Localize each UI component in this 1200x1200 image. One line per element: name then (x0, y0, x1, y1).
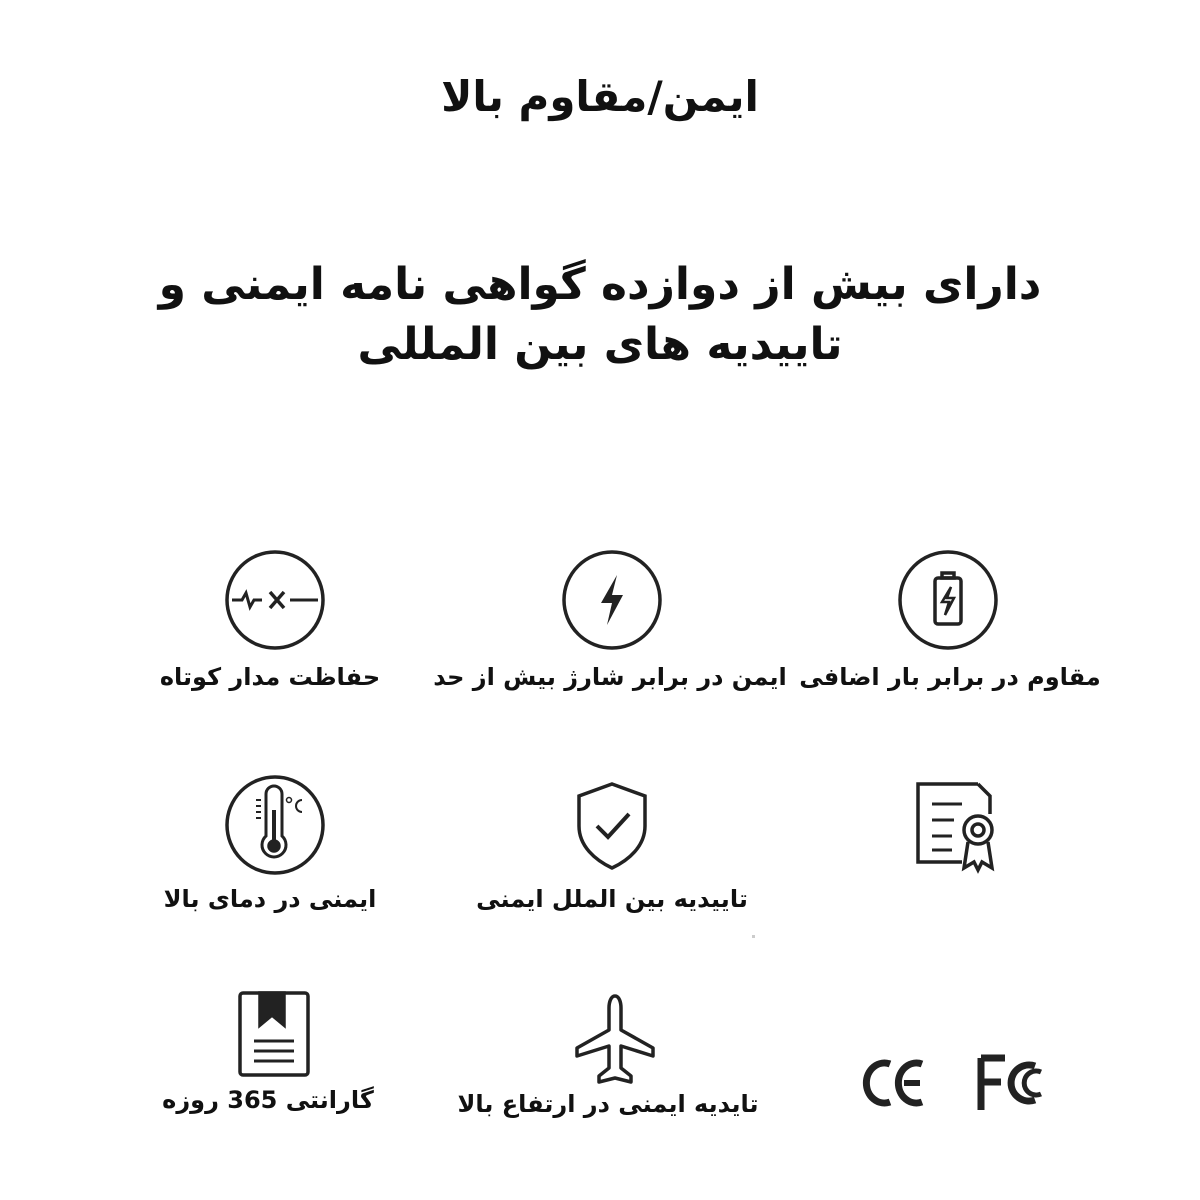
fcc-mark (975, 1048, 1055, 1118)
feature-label-warranty: گارانتی 365 روزه (162, 1086, 374, 1114)
battery-charge-icon (893, 545, 1003, 655)
airplane-icon (565, 990, 665, 1090)
feature-label-overcharge: ایمن در برابر شارژ بیش از حد (433, 663, 787, 691)
thermometer-icon (220, 770, 330, 880)
subtitle-line-2: تاییدیه های بین المللی (357, 319, 843, 370)
feature-label-short-circuit: حفاظت مدار کوتاه (159, 663, 381, 691)
certificate-icon (900, 770, 1010, 880)
warranty-booklet-icon (232, 985, 316, 1080)
ce-mark (860, 1048, 940, 1118)
page-subtitle (150, 255, 1050, 375)
feature-label-high-altitude: تایدیه ایمنی در ارتفاع بالا (457, 1090, 759, 1118)
lightning-icon (557, 545, 667, 655)
subtitle-line-1: دارای بیش از دوازده گواهی نامه ایمنی و (158, 259, 1042, 310)
feature-label-high-temperature: ایمنی در دمای بالا (163, 885, 377, 913)
stray-dot (752, 935, 755, 938)
shield-check-icon (557, 770, 667, 880)
page-title: ایمن/مقاوم بالا (441, 72, 759, 121)
short-circuit-icon (220, 545, 330, 655)
feature-label-international-safety: تاییدیه بین الملل ایمنی (476, 885, 748, 913)
feature-label-overload: مقاوم در برابر بار اضافی (799, 663, 1101, 691)
